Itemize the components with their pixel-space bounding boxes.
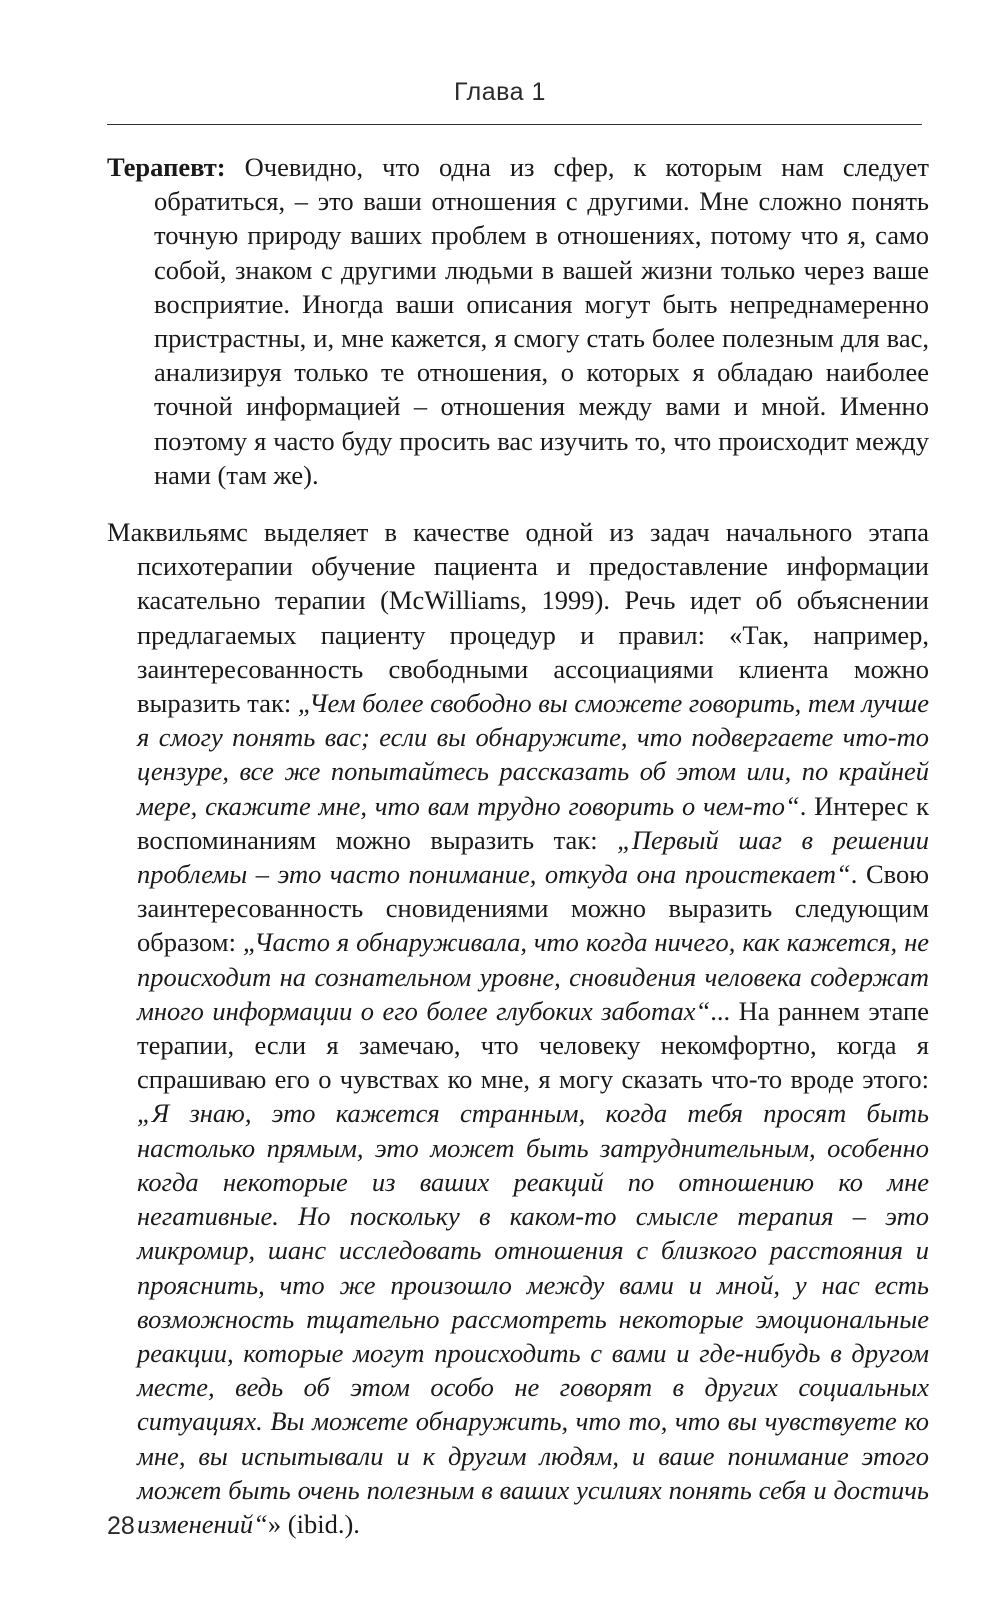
quote-dreams: „Часто я обнаруживала, что когда ничего, как кажется, не происходит на сознательном уровне, сновидения человека содержат много информации о его более глубоких заботах“ (137, 927, 929, 1026)
therapist-dialogue (107, 150, 929, 492)
speaker-label: Терапевт: (107, 152, 226, 182)
quote-memories: „Первый шаг в решении проблемы – это часто понимание, откуда она проистекает“ (137, 824, 930, 890)
quote-free-association: „Чем более свободно вы сможете говорить, тем лучше я смогу понять вас; если вы обнаружите, что подвергаете что-то цензуре, все же попытайтесь рассказать об этом или, по крайней мере, скажите мне, что вам трудно говорить о чем-то“ (137, 688, 929, 821)
page-body (107, 150, 929, 1541)
body-paragraph (107, 515, 929, 1541)
page-number: 28 (107, 1512, 135, 1540)
paragraph-text-3: . Свою заинтересованность сновидениями можно выразить следующим образом: (137, 859, 929, 958)
paragraph-intro: Маквильямс выделяет в качестве одной из задач начального этапа психотерапии обучение пациента и предоставление информации касательно терапии (McWilliams, 1999). Речь идет об объяснении предлагаемых пациенту процедур и правил: «Так, например, заинтересованность свободными ассоциациями клиента можно выразить так: (107, 517, 929, 719)
quote-feelings: „Я знаю, это кажется странным, когда тебя просят быть настолько прямым, это может быть затруднительным, особенно когда некоторые из ваших реакций по отношению ко мне негативные. Но поскольку в каком-то смысле терапия – это микромир, шанс исследовать отношения с близкого расстояния и прояснить, что же произошло между вами и мной, у нас есть возможность тщательно рассмотреть некоторые эмоциональные реакции, которые могут происходить с вами и где-нибудь в другом месте, ведь об этом особо не говорят в других социальных ситуациях. Вы можете обнаружить, что то, что вы чувствуете ко мне, вы испытывали и к другим людям, и ваше понимание этого может быть очень полезным в ваших усилиях понять себя и достичь изменений“ (137, 1098, 929, 1539)
paragraph-text-4: ... На раннем этапе терапии, если я замечаю, что человеку некомфортно, когда я спрашиваю его о чувствах ко мне, я могу сказать что-то вроде этого: (137, 995, 929, 1095)
dialogue-text: Очевидно, что одна из сфер, к которым нам следует обратиться, – это ваши отношения с другими. Мне сложно понять точную природу ваших проблем в отношениях, потому что я, само собой, знаком с другими людьми в вашей жизни только через ваше восприятие. Иногда ваши описания могут быть непреднамеренно пристрастны, и, мне кажется, я смогу стать более полезным для вас, анализируя только те отношения, о которых я обладаю наиболее точной информацией – отношения между вами и мной. Именно поэтому я часто буду просить вас изучить то, что происходит между нами (там же). (154, 152, 929, 490)
running-header: Глава 1 (454, 78, 546, 106)
paragraph-text-2: . Интерес к воспоминаниям можно выразить так: (137, 790, 929, 855)
paragraph-closing: » (ibid.). (267, 1508, 360, 1539)
header-rule (107, 124, 922, 125)
